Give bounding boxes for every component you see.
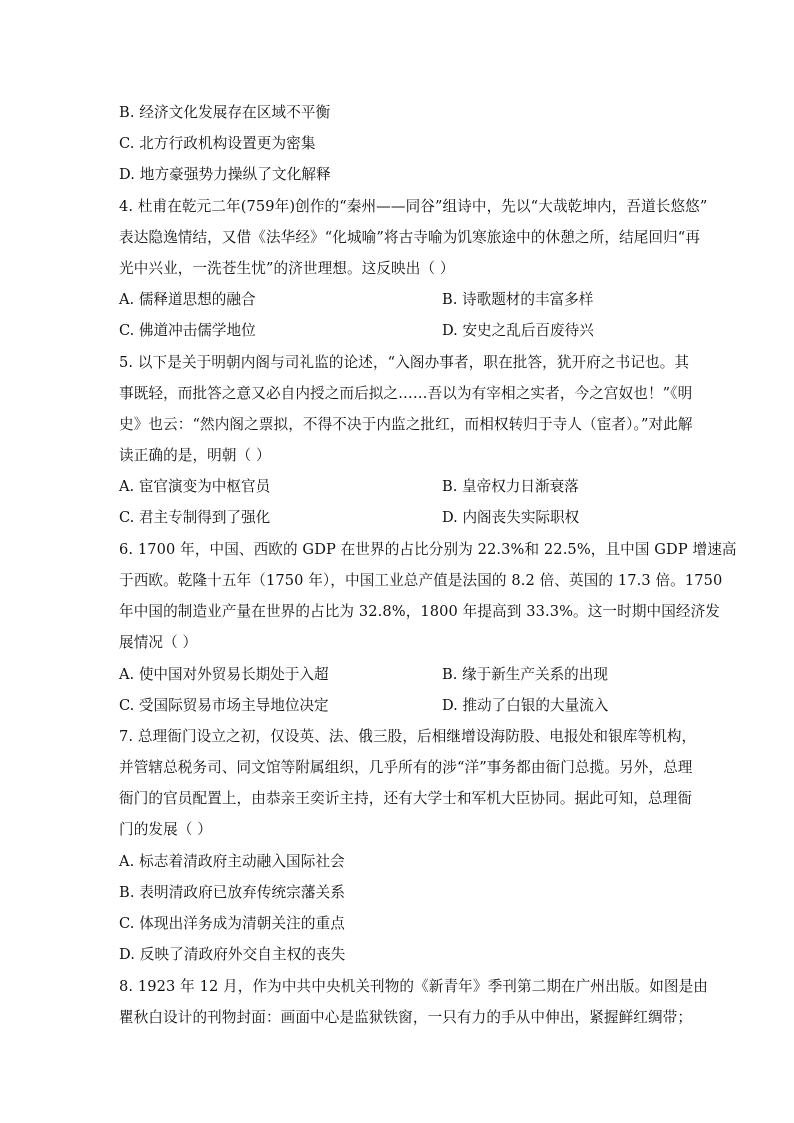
q6-stem-line-3: 年中国的制造业产量在世界的占比为 32.8%，1800 年提高到 33.3%。这一时期中国经济发 bbox=[119, 603, 720, 620]
q4-option-c: C. 佛道冲击儒学地位 bbox=[119, 322, 256, 339]
q7-stem-line-4: 门的发展（ ） bbox=[119, 821, 212, 838]
q6-option-d: D. 推动了白银的大量流入 bbox=[442, 697, 609, 714]
q6-stem-line-2: 于西欧。乾隆十五年（1750 年），中国工业总产值是法国的 8.2 倍、英国的 17.3 倍。1750 bbox=[119, 572, 723, 589]
q5-stem-line-3: 史》也云：“然内阁之票拟，不得不决于内监之批红，而相权转归于寺人（宦者）。”对此解 bbox=[119, 416, 693, 433]
q4-stem-line-1: 4. 杜甫在乾元二年(759年)创作的“秦州——同谷”组诗中，先以“大哉乾坤内，吾道长悠悠” bbox=[119, 198, 708, 215]
q5-option-b: B. 皇帝权力日渐衰落 bbox=[442, 478, 579, 495]
q6-option-a: A. 使中国对外贸易长期处于入超 bbox=[119, 666, 329, 683]
q5-stem-line-4: 读正确的是，明朝（ ） bbox=[119, 447, 271, 464]
q5-stem-line-1: 5. 以下是关于明朝内阁与司礼监的论述，“入阁办事者，职在批答，犹开府之书记也。其 bbox=[119, 354, 690, 371]
q5-option-c: C. 君主专制得到了强化 bbox=[119, 509, 271, 526]
q3-option-d: D. 地方豪强势力操纵了文化解释 bbox=[119, 166, 331, 183]
q8-stem-line-2: 瞿秋白设计的刊物封面：画面中心是监狱铁窗，一只有力的手从中伸出，紧握鲜红绸带； bbox=[119, 1009, 693, 1026]
q4-option-a: A. 儒释道思想的融合 bbox=[119, 291, 256, 308]
q6-option-c: C. 受国际贸易市场主导地位决定 bbox=[119, 697, 329, 714]
q7-stem-line-2: 并管辖总税务司、同文馆等附属组织，几乎所有的涉“洋”事务都由衙门总揽。另外，总理 bbox=[119, 759, 693, 776]
q6-stem-line-1: 6. 1700 年，中国、西欧的 GDP 在世界的占比分别为 22.3%和 22.5%，且中国 GDP 增速高 bbox=[119, 541, 737, 558]
q7-option-c: C. 体现出洋务成为清朝关注的重点 bbox=[119, 915, 345, 932]
q4-stem-line-3: 光中兴业，一洗苍生忧”的济世理想。这反映出（ ） bbox=[119, 260, 455, 277]
q8-stem-line-1: 8. 1923 年 12 月，作为中共中央机关刊物的《新青年》季刊第二期在广州出版。如图是由 bbox=[119, 978, 708, 995]
q5-option-a: A. 宦官演变为中枢官员 bbox=[119, 478, 271, 495]
q7-option-b: B. 表明清政府已放弃传统宗藩关系 bbox=[119, 884, 346, 901]
q3-option-c: C. 北方行政机构设置更为密集 bbox=[119, 135, 316, 152]
q4-option-b: B. 诗歌题材的丰富多样 bbox=[442, 291, 594, 308]
q4-stem-line-2: 表达隐逸情结，又借《法华经》“化城喻”将古寺喻为饥寒旅途中的休憩之所，结尾回归“再 bbox=[119, 229, 701, 246]
q7-stem-line-1: 7. 总理衙门设立之初，仅设英、法、俄三股，后相继增设海防股、电报处和银库等机构， bbox=[119, 728, 697, 745]
q7-option-d: D. 反映了清政府外交自主权的丧失 bbox=[119, 946, 346, 963]
q7-option-a: A. 标志着清政府主动融入国际社会 bbox=[119, 853, 345, 870]
q4-option-d: D. 安史之乱后百废待兴 bbox=[442, 322, 594, 339]
q3-option-b: B. 经济文化发展存在区域不平衡 bbox=[119, 104, 331, 121]
q6-option-b: B. 缘于新生产关系的出现 bbox=[442, 666, 608, 683]
q5-option-d: D. 内阁丧失实际职权 bbox=[442, 509, 580, 526]
q6-stem-line-4: 展情况（ ） bbox=[119, 634, 198, 651]
q7-stem-line-3: 衙门的官员配置上，由恭亲王奕䜣主持，还有大学士和军机大臣协同。据此可知，总理衙 bbox=[119, 790, 693, 807]
q5-stem-line-2: 事既轻，而批答之意又必自内授之而后拟之……吾以为有宰相之实者，今之宫奴也！”《明 bbox=[119, 385, 693, 402]
